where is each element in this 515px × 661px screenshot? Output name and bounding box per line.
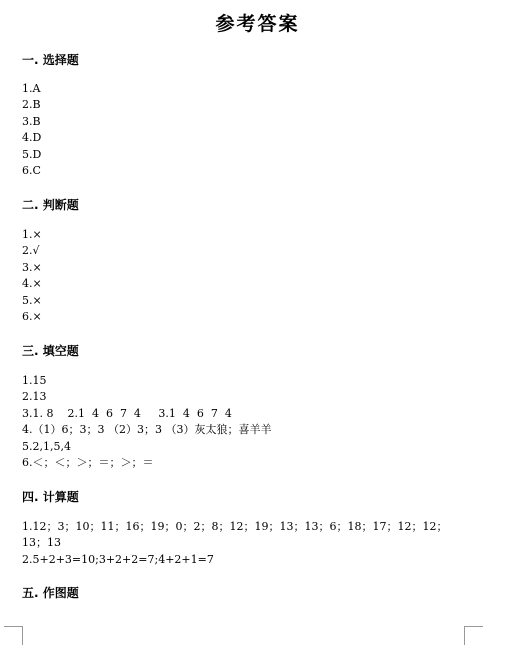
answer-line: 5.× (22, 294, 42, 307)
answer-line: 4.D (22, 131, 42, 144)
answer-line: 1.12；3；10；11；16；19；0；2；8；12；19；13；13；6；18；17；12；12； (22, 520, 448, 533)
section-heading-judgment: 二. 判断题 (22, 198, 79, 212)
answer-line: 2.5+2+3=10;3+2+2=7;4+2+1=7 (22, 553, 214, 566)
section-heading-fill-blank: 三. 填空题 (22, 344, 79, 358)
section-heading-choice: 一. 选择题 (22, 53, 79, 67)
answer-line: 4.（1）6；3；3 （2）3；3 （3）灰太狼；喜羊羊 (22, 423, 272, 436)
section-heading-drawing: 五. 作图题 (22, 586, 79, 600)
page-corner-mark-left (4, 626, 23, 645)
answer-line: 6.＜；＜；＞；＝；＞；＝ (22, 456, 154, 469)
answer-line: 1.× (22, 228, 42, 241)
answer-line: 5.2,1,5,4 (22, 440, 71, 453)
answer-line: 2.√ (22, 244, 40, 257)
answer-line: 6.C (22, 164, 41, 177)
answer-line: 6.× (22, 310, 42, 323)
page-corner-mark-right (464, 626, 483, 645)
answer-line: 2.13 (22, 390, 47, 403)
answer-line: 4.× (22, 277, 42, 290)
answer-line: 3.B (22, 115, 41, 128)
answer-line: 5.D (22, 148, 42, 161)
answer-line: 1.15 (22, 374, 47, 387)
answer-line: 2.B (22, 98, 41, 111)
answer-line: 3.1. 8 2.1 4 6 7 4 3.1 4 6 7 4 (22, 407, 232, 420)
document-title: 参考答案 (215, 13, 300, 35)
section-heading-calculation: 四. 计算题 (22, 490, 79, 504)
answer-line: 13；13 (22, 536, 61, 549)
answer-line: 3.× (22, 261, 42, 274)
answer-line: 1.A (22, 82, 41, 95)
